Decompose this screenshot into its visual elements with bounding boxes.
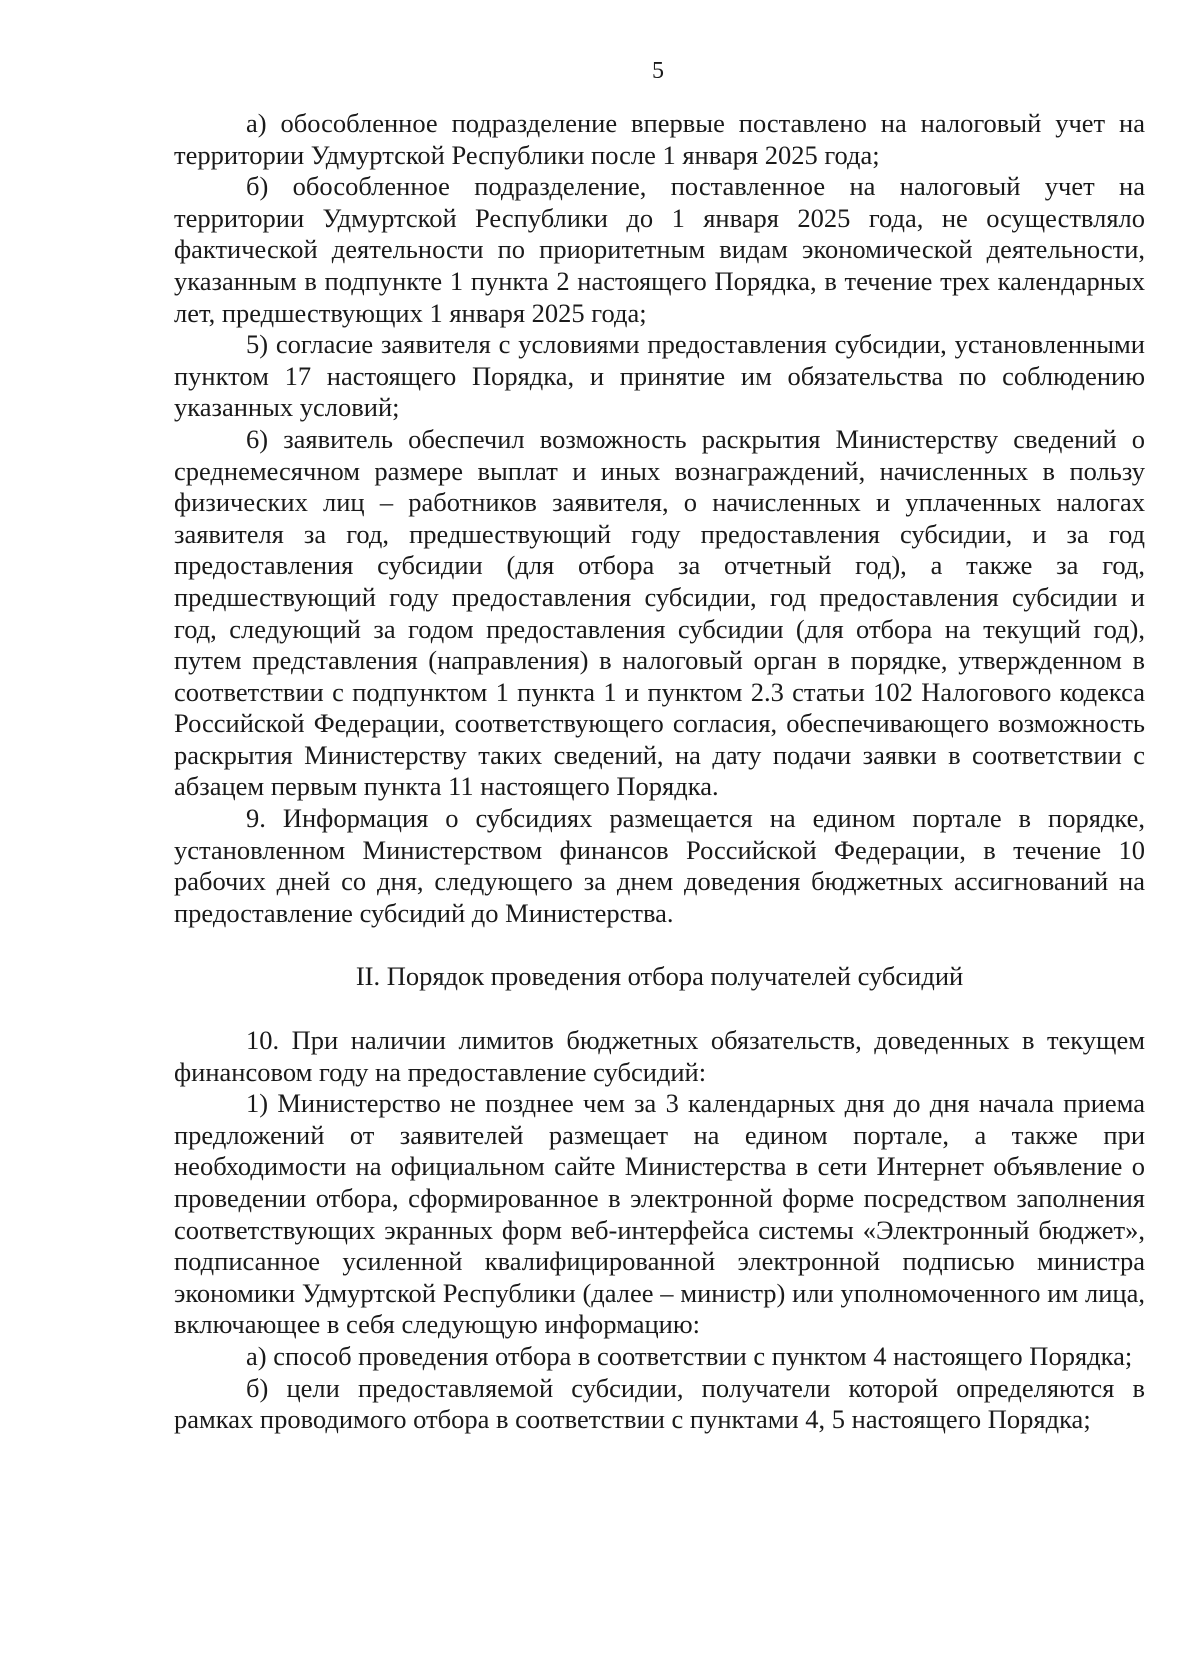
paragraph-a-first: а) обособленное подразделение впервые поставлено на налоговый учет на территории Удмуртской Республики после 1 января 2025 года; (174, 108, 1145, 170)
document-body (174, 108, 1145, 1436)
paragraph-a-second: а) способ проведения отбора в соответствии с пунктом 4 настоящего Порядка; (246, 1340, 1133, 1371)
paragraph-item-6: 6) заявитель обеспечил возможность раскрытия Министерству сведений о среднемесячном размере выплат и иных вознаграждений, начисленных в пользу физических лиц – работников заявителя, о начисленных и уплаченных налогах заявителя за год, предшествующий году предоставления субсидии, и за год предоставления субсидии (для отбора за отчетный год), а также за год, предшествующий году предоставления субсидии, год предоставления субсидии и год, следующий за годом предоставления субсидии (для отбора на текущий год), путем представления (направления) в налоговый орган в порядке, утвержденном в соответствии с подпунктом 1 пункта 1 и пунктом 2.3 статьи 102 Налогового кодекса Российской Федерации, соответствующего согласия, обеспечивающего возможность раскрытия Министерству таких сведений, на дату подачи заявки в соответствии с абзацем первым пункта 11 настоящего Порядка. (174, 423, 1145, 802)
paragraph-b-first: б) обособленное подразделение, поставленное на налоговый учет на территории Удмуртской Республики до 1 января 2025 года, не осуществляло фактической деятельности по приоритетным видам экономической деятельности, указанным в подпункте 1 пункта 2 настоящего Порядка, в течение трех календарных лет, предшествующих 1 января 2025 года; (174, 171, 1145, 328)
paragraph-b-second: б) цели предоставляемой субсидии, получатели которой определяются в рамках проводимого отбора в соответствии с пунктами 4, 5 настоящего Порядка; (174, 1372, 1145, 1435)
paragraph-clause-9: 9. Информация о субсидиях размещается на едином портале в порядке, установленном Министерством финансов Российской Федерации, в течение 10 рабочих дней со дня, следующего за днем доведения бюджетных ассигнований на предоставление субсидий до Министерства. (174, 803, 1145, 928)
page-number: 5 (652, 58, 664, 84)
paragraph-item-1: 1) Министерство не позднее чем за 3 календарных дня до дня начала приема предложений от заявителей размещает на едином портале, а также при необходимости на официальном сайте Министерства в сети Интернет объявление о проведении отбора, сформированное в электронной форме посредством заполнения соответствующих экранных форм веб-интерфейса системы «Электронный бюджет», подписанное усиленной квалифицированной электронной подписью министра экономики Удмуртской Республики (далее – министр) или уполномоченного им лица, включающее в себя следующую информацию: (174, 1088, 1145, 1340)
paragraph-clause-10: 10. При наличии лимитов бюджетных обязательств, доведенных в текущем финансовом году на предоставление субсидий: (174, 1025, 1145, 1087)
section-heading: II. Порядок проведения отбора получателей субсидий (355, 961, 964, 992)
paragraph-item-5: 5) согласие заявителя с условиями предоставления субсидии, установленными пунктом 17 настоящего Порядка, и принятие им обязательства по соблюдению указанных условий; (174, 329, 1145, 423)
